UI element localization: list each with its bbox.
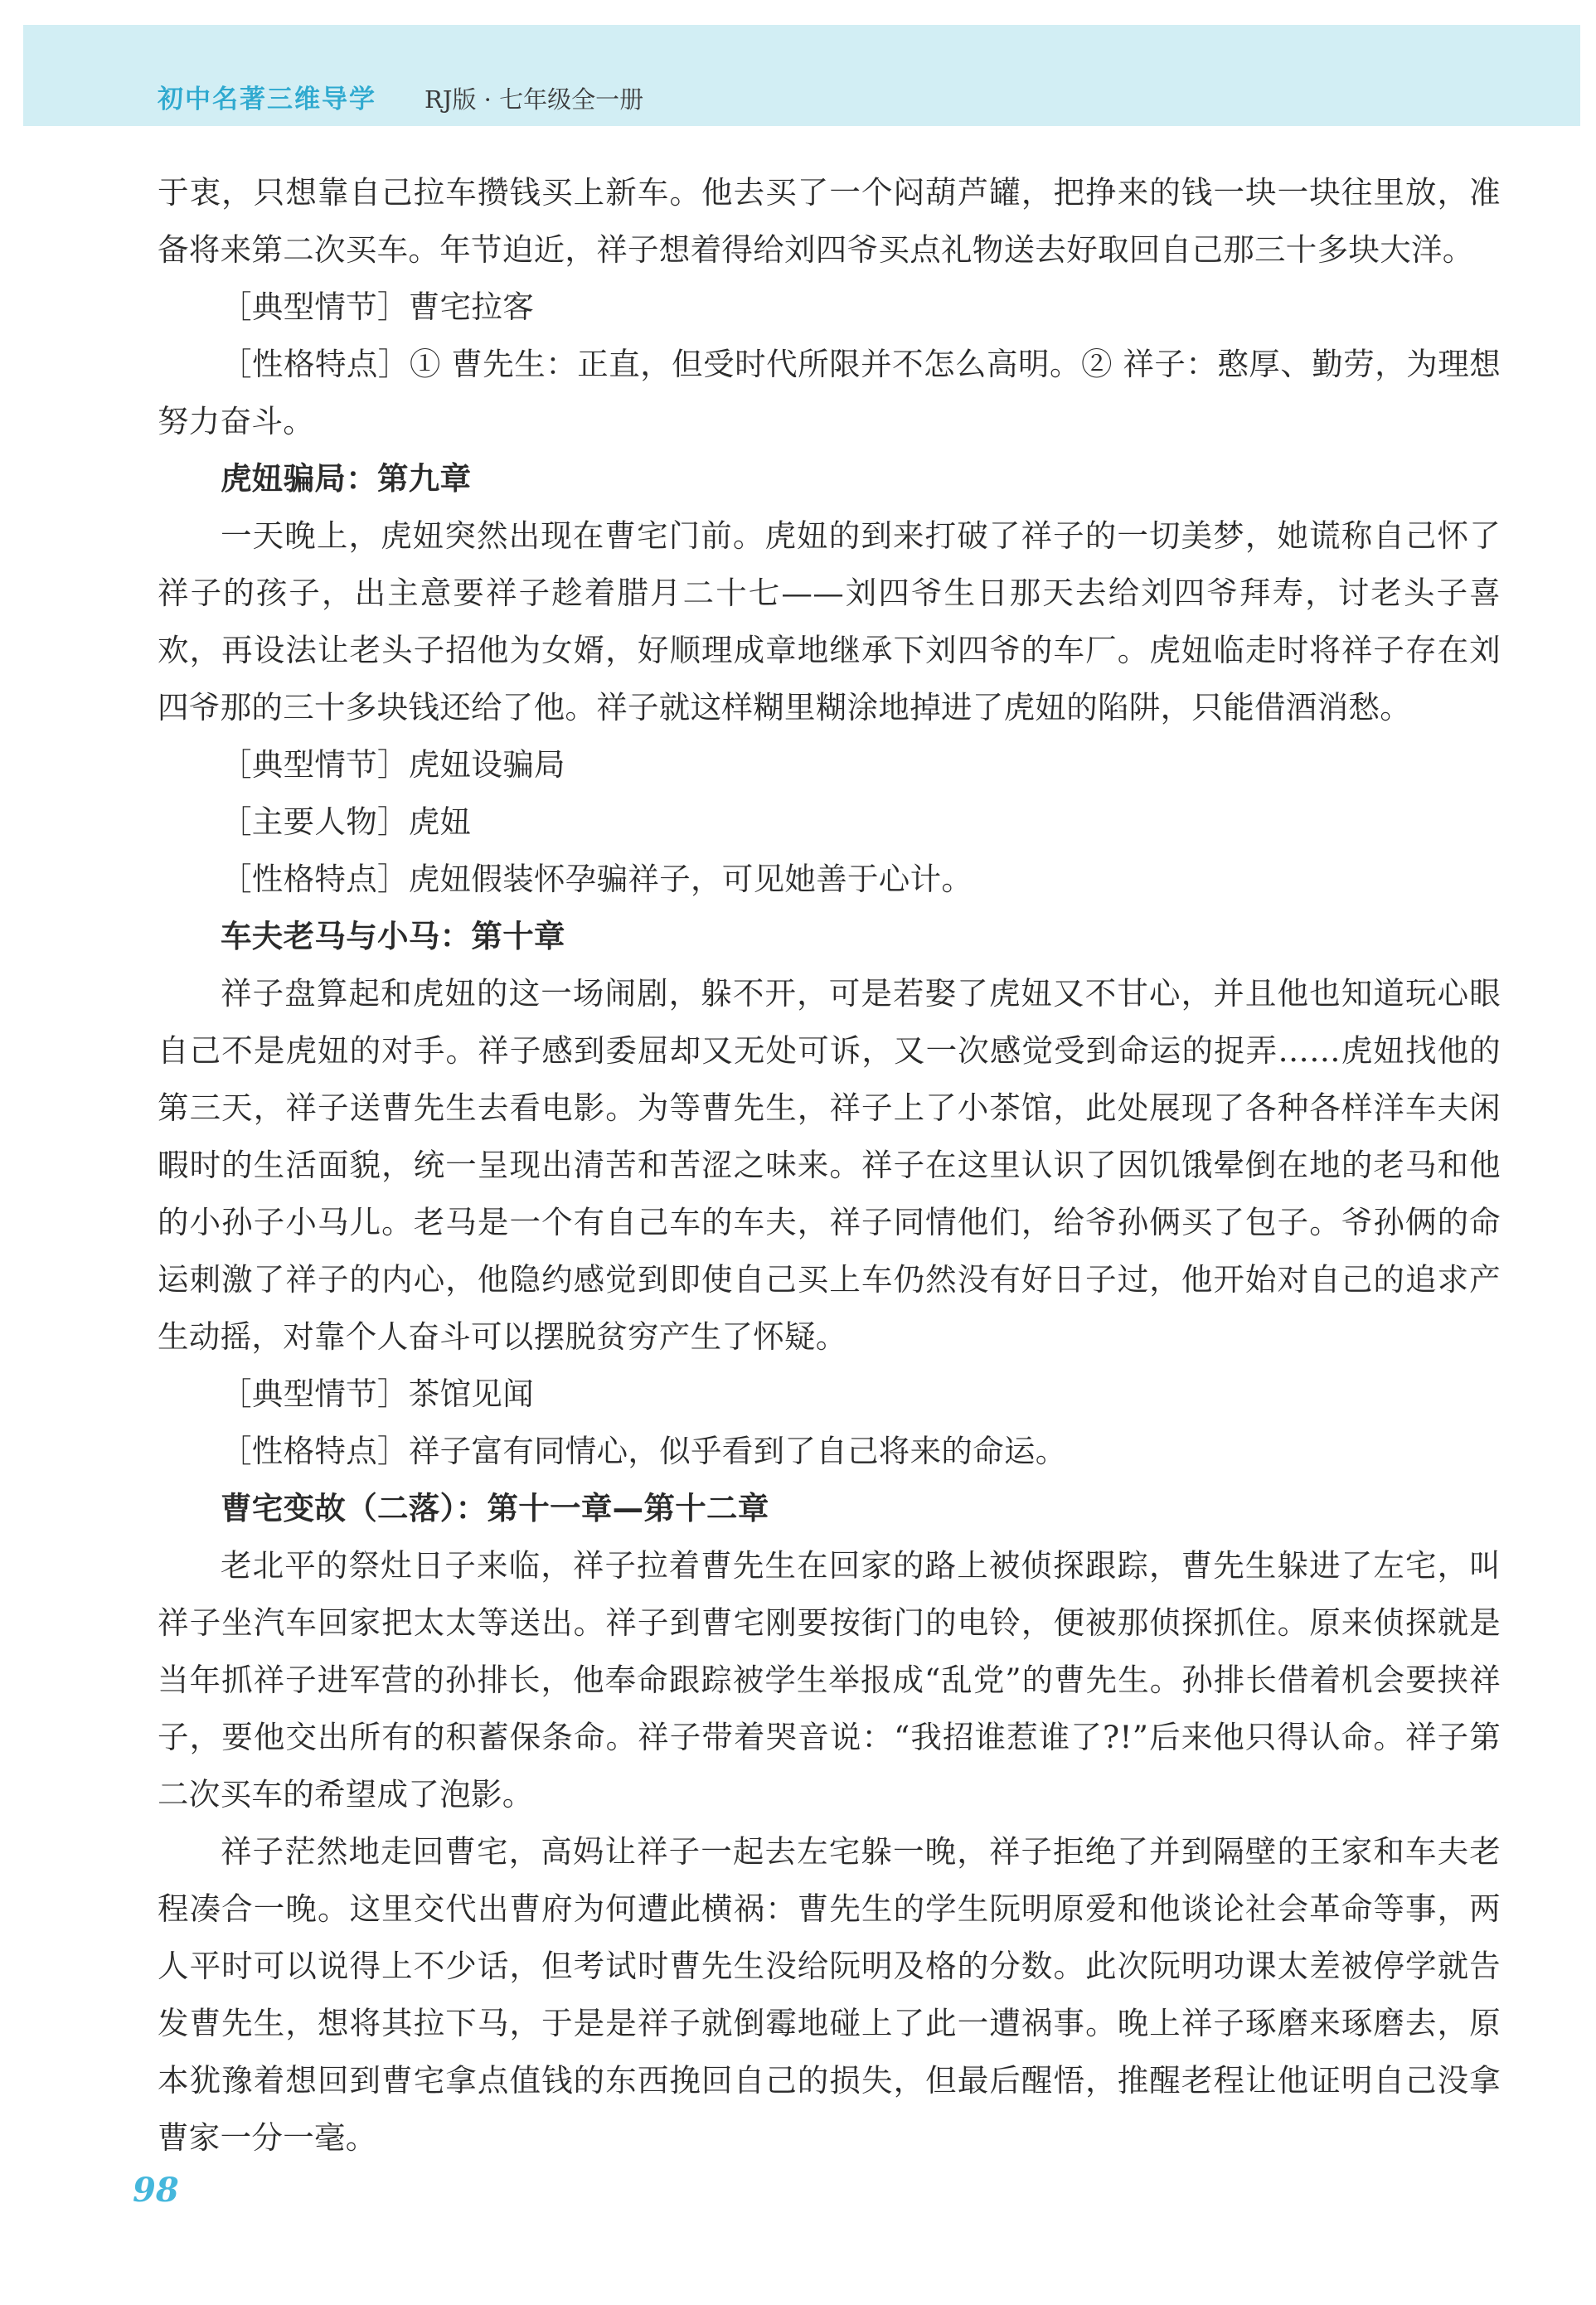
page-number: 98 [133,2171,179,2210]
typical-plot-tag: ［典型情节］茶馆见闻 [221,1376,534,1412]
section-heading-chapter-9: 虎妞骗局：第九章 [221,460,472,497]
paragraph-summary: 祥子茫然地走回曹宅，高妈让祥子一起去左宅躲一晚，祥子拒绝了并到隔壁的王家和车夫老程凑合一晚。这里交代出曹府为何遭此横祸：曹先生的学生阮明原爱和他谈论社会革命等事，两人平时可以说得上不少话，但考试时曹先生没给阮明及格的分数。此次阮明功课太差被停学就告发曹先生，想将其拉下马，于是是祥子就倒霉地碰上了此一遭祸事。晚上祥子琢磨来琢磨去，原本犹豫着想回到曹宅拿点值钱的东西挽回自己的损失，但最后醒悟，推醒老程让他证明自己没拿曹家一分一毫。 [158,1833,1501,2156]
paragraph-summary: 老北平的祭灶日子来临，祥子拉着曹先生在回家的路上被侦探跟踪，曹先生躲进了左宅，叫祥子坐汽车回家把太太等送出。祥子到曹宅刚要按街门的电铃，便被那侦探抓住。原来侦探就是当年抓祥子进军营的孙排长，他奉命跟踪被学生举报成“乱党”的曹先生。孙排长借着机会要挟祥子，要他交出所有的积蓄保条命。祥子带着哭音说：“我招谁惹谁了?!”后来他只得认命。祥子第二次买车的希望成了泡影。 [158,1547,1501,1812]
page-body [158,164,1501,2167]
edition-grade-label: RJ版 · 七年级全一册 [424,85,644,114]
section-heading-chapter-11-12: 曹宅变故（二落）：第十一章—第十二章 [221,1490,769,1526]
main-character-tag: ［主要人物］虎妞 [221,803,472,840]
section-heading-chapter-10: 车夫老马与小马：第十章 [221,918,565,954]
typical-plot-tag: ［典型情节］曹宅拉客 [221,289,534,325]
book-series-title: 初中名著三维导学 [158,85,376,114]
typical-plot-tag: ［典型情节］虎妞设骗局 [221,746,565,783]
character-traits-tag: ［性格特点］虎妞假装怀孕骗祥子，可见她善于心计。 [221,861,973,897]
paragraph-continuation: 于衷，只想靠自己拉车攒钱买上新车。他去买了一个闷葫芦罐，把挣来的钱一块一块往里放，准备将来第二次买车。年节迫近，祥子想着得给刘四爷买点礼物送去好取回自己那三十多块大洋。 [158,174,1501,268]
paragraph-summary: 祥子盘算起和虎妞的这一场闹剧，躲不开，可是若娶了虎妞又不甘心，并且他也知道玩心眼自己不是虎妞的对手。祥子感到委屈却又无处可诉，又一次感觉受到命运的捉弄……虎妞找他的第三天，祥子送曹先生去看电影。为等曹先生，祥子上了小茶馆，此处展现了各种各样洋车夫闲暇时的生活面貌，统一呈现出清苦和苦涩之味来。祥子在这里认识了因饥饿晕倒在地的老马和他的小孙子小马儿。老马是一个有自己车的车夫，祥子同情他们，给爷孙俩买了包子。爷孙俩的命运刺激了祥子的内心，他隐约感觉到即使自己买上车仍然没有好日子过，他开始对自己的追求产生动摇，对靠个人奋斗可以摆脱贫穷产生了怀疑。 [158,975,1501,1355]
character-traits-tag: ［性格特点］① 曹先生：正直，但受时代所限并不怎么高明。② 祥子：憨厚、勤劳，为理想努力奋斗。 [158,346,1501,439]
paragraph-summary: 一天晚上，虎妞突然出现在曹宅门前。虎妞的到来打破了祥子的一切美梦，她谎称自己怀了祥子的孩子，出主意要祥子趁着腊月二十七——刘四爷生日那天去给刘四爷拜寿，讨老头子喜欢，再设法让老头子招他为女婿，好顺理成章地继承下刘四爷的车厂。虎妞临走时将祥子存在刘四爷那的三十多块钱还给了他。祥子就这样糊里糊涂地掉进了虎妞的陷阱，只能借酒消愁。 [158,517,1501,725]
character-traits-tag: ［性格特点］祥子富有同情心，似乎看到了自己将来的命运。 [221,1433,1067,1469]
